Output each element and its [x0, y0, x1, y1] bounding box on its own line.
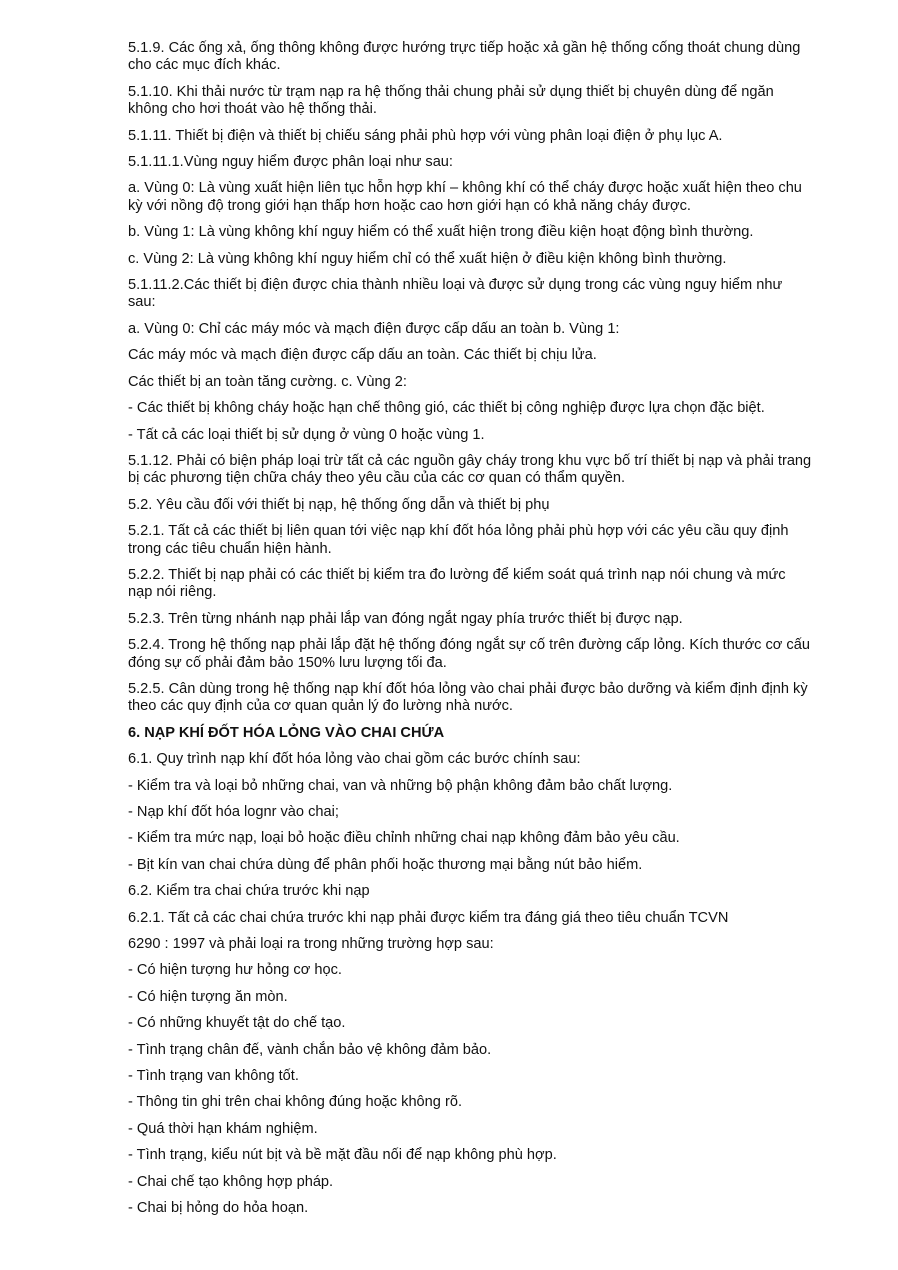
paragraph-6-2: 6.2. Kiểm tra chai chứa trước khi nạp [128, 883, 370, 900]
list-item: - Chai bị hỏng do hỏa hoạn. [128, 1200, 309, 1217]
paragraph-5-1-9: 5.1.9. Các ống xả, ống thông không được hướng trực tiếp hoặc xả gần hệ thống cống thoát chung dùng cho các mục đích khác. [128, 40, 801, 74]
paragraph-5-2-5: 5.2.5. Cân dùng trong hệ thống nạp khí đốt hóa lỏng vào chai phải được bảo dưỡng và kiểm định định kỳ theo các quy định của cơ quan quản lý đo lường nhà nước. [128, 680, 808, 715]
paragraph-5-1-10: 5.1.10. Khi thải nước từ trạm nạp ra hệ thống thải chung phải sử dụng thiết bị chuyên dùng để ngăn không cho hơi thoát vào hệ thống thải. [128, 83, 774, 118]
paragraph-zone-2: c. Vùng 2: Là vùng không khí nguy hiểm chỉ có thể xuất hiện ở điều kiện không bình thường. [128, 250, 727, 267]
list-item: - Kiểm tra mức nạp, loại bỏ hoặc điều chỉnh những chai nạp không đảm bảo yêu cầu. [128, 830, 680, 847]
list-item: - Tình trạng, kiểu nút bịt và bề mặt đầu nối để nạp không phù hợp. [128, 1147, 557, 1164]
list-item: - Quá thời hạn khám nghiệm. [128, 1120, 318, 1137]
paragraph-5-1-12: 5.1.12. Phải có biện pháp loại trừ tất cả các nguồn gây cháy trong khu vực bố trí thiết bị nạp và phải trang bị các phương tiện chữa cháy theo yêu cầu của các cơ quan có thẩm quyền. [128, 452, 812, 487]
paragraph-zone-1-devices: Các máy móc và mạch điện được cấp dấu an toàn. Các thiết bị chịu lửa. [128, 347, 597, 364]
paragraph-5-1-11-2: 5.1.11.2.Các thiết bị điện được chia thành nhiều loại và được sử dụng trong các vùng nguy hiểm như sau: [128, 277, 783, 311]
paragraph-5-1-11: 5.1.11. Thiết bị điện và thiết bị chiếu sáng phải phù hợp với vùng phân loại điện ở phụ lục A. [128, 127, 723, 144]
section-heading: 6. NẠP KHÍ ĐỐT HÓA LỎNG VÀO CHAI CHỨA [128, 724, 445, 741]
paragraph-5-2-3: 5.2.3. Trên từng nhánh nạp phải lắp van đóng ngắt ngay phía trước thiết bị được nạp. [128, 610, 683, 627]
paragraph-5-2: 5.2. Yêu cầu đối với thiết bị nạp, hệ thống ống dẫn và thiết bị phụ [128, 496, 550, 513]
paragraph-5-1-11-1: 5.1.11.1.Vùng nguy hiểm được phân loại như sau: [128, 154, 453, 171]
paragraph-6-1: 6.1. Quy trình nạp khí đốt hóa lỏng vào chai gồm các bước chính sau: [128, 751, 581, 768]
list-item: - Tất cả các loại thiết bị sử dụng ở vùng 0 hoặc vùng 1. [128, 426, 485, 443]
paragraph-zone-0: a. Vùng 0: Là vùng xuất hiện liên tục hỗn hợp khí – không khí có thể cháy được hoặc xuất hiện theo chu kỳ với nồng độ trong giới hạn thấp hơn hoặc cao hơn giới hạn có khả năng cháy được. [128, 180, 802, 214]
paragraph-6-2-1-cont: 6290 : 1997 và phải loại ra trong những trường hợp sau: [128, 936, 494, 953]
list-item: - Tình trạng chân đế, vành chắn bảo vệ không đảm bảo. [128, 1041, 492, 1058]
list-item: - Chai chế tạo không hợp pháp. [128, 1173, 334, 1190]
paragraph-6-2-1: 6.2.1. Tất cả các chai chứa trước khi nạp phải được kiểm tra đáng giá theo tiêu chuẩn TCVN [128, 909, 729, 926]
paragraph-zone-1: b. Vùng 1: Là vùng không khí nguy hiểm có thể xuất hiện trong điều kiện hoạt động bình thường. [128, 224, 754, 241]
list-item: - Các thiết bị không cháy hoặc hạn chế thông gió, các thiết bị công nghiệp được lựa chọn đặc biệt. [128, 400, 765, 417]
paragraph-5-2-1: 5.2.1. Tất cả các thiết bị liên quan tới việc nạp khí đốt hóa lỏng phải phù hợp với các yêu cầu quy định trong các tiêu chuẩn hiện hành. [128, 523, 789, 557]
list-item: - Có những khuyết tật do chế tạo. [128, 1015, 346, 1032]
list-item: - Nạp khí đốt hóa lognr vào chai; [128, 804, 339, 820]
list-item: - Bịt kín van chai chứa dùng để phân phối hoặc thương mại bằng nút bảo hiểm. [128, 856, 643, 873]
list-item: - Có hiện tượng ăn mòn. [128, 988, 288, 1005]
paragraph-5-2-2: 5.2.2. Thiết bị nạp phải có các thiết bị kiểm tra đo lường để kiểm soát quá trình nạp nói chung và mức nạp nói riêng. [128, 566, 786, 601]
paragraph-zone-0-devices: a. Vùng 0: Chỉ các máy móc và mạch điện được cấp dấu an toàn b. Vùng 1: [128, 320, 620, 337]
list-item: - Tình trạng van không tốt. [128, 1068, 299, 1085]
list-item: - Có hiện tượng hư hỏng cơ học. [128, 962, 342, 979]
list-item: - Kiểm tra và loại bỏ những chai, van và những bộ phận không đảm bảo chất lượng. [128, 777, 673, 794]
paragraph-5-2-4: 5.2.4. Trong hệ thống nạp phải lắp đặt hệ thống đóng ngắt sự cố trên đường cấp lỏng. Kích thước cơ cấu đóng sự cố phải đảm bảo 150% lưu lượng tối đa. [128, 637, 810, 671]
document-page [128, 40, 813, 1227]
paragraph-zone-2-devices: Các thiết bị an toàn tăng cường. c. Vùng 2: [128, 373, 407, 390]
list-item: - Thông tin ghi trên chai không đúng hoặc không rõ. [128, 1094, 462, 1111]
